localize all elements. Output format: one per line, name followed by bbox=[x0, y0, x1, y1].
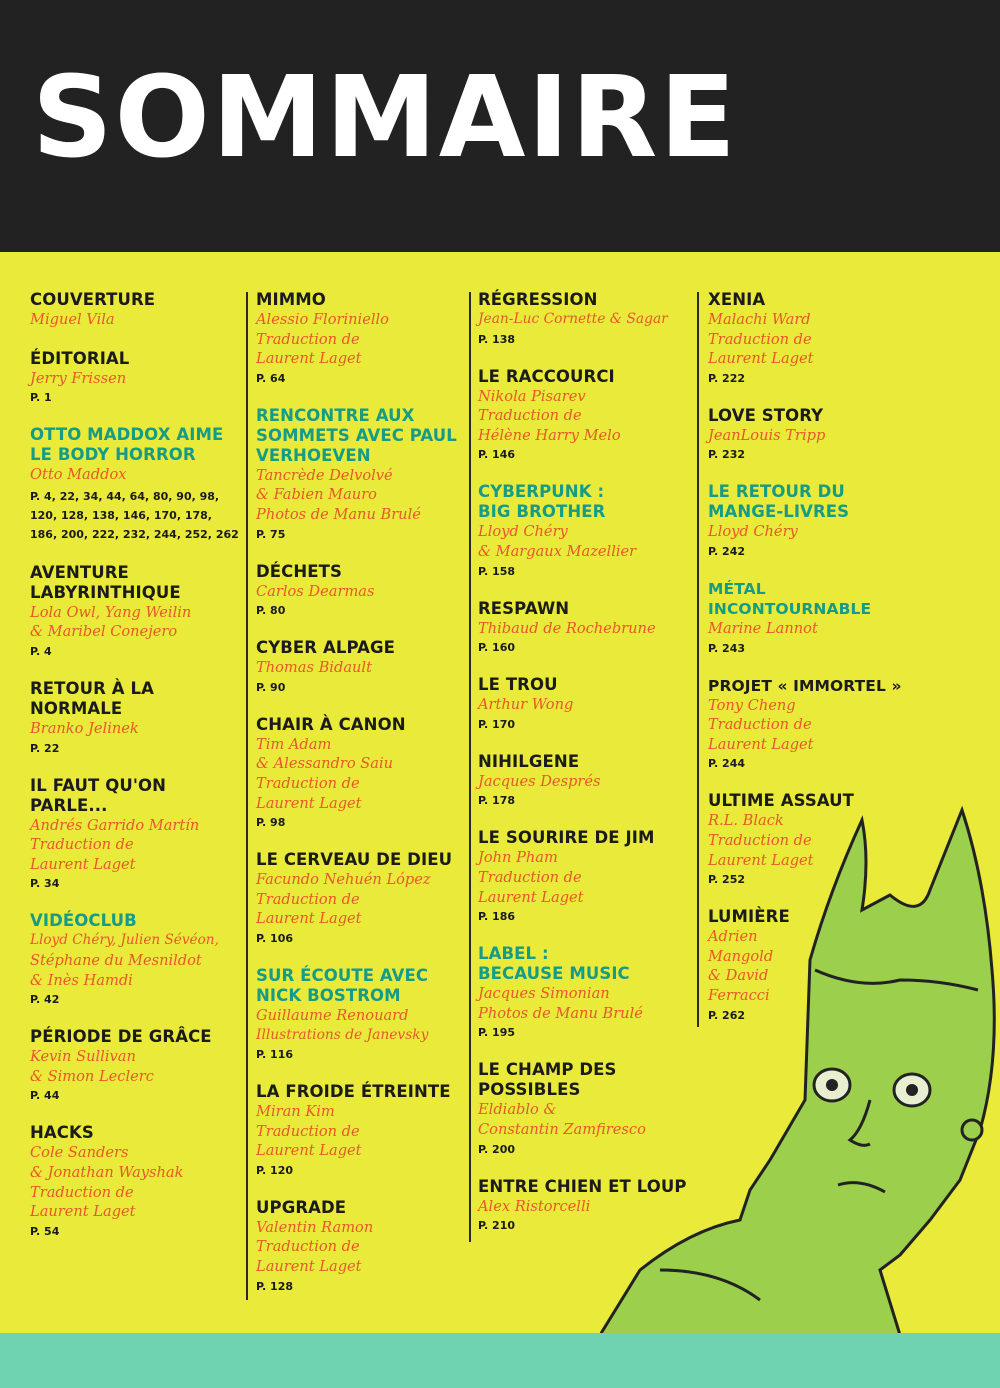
entry-credit: Laurent Laget bbox=[256, 350, 362, 368]
entry-title: LE TROU bbox=[478, 675, 558, 695]
entry-credit: Jean-Luc Cornette & Sagar bbox=[478, 311, 668, 327]
toc-entry[interactable] bbox=[478, 828, 690, 925]
entry-credit: & David bbox=[708, 967, 769, 985]
entry-pages: P. 120 bbox=[256, 1163, 294, 1177]
entry-title: UPGRADE bbox=[256, 1197, 347, 1217]
entry-credit: Illustrations de Janevsky bbox=[256, 1026, 429, 1043]
entry-credit: Laurent Laget bbox=[256, 910, 362, 928]
toc-entry[interactable] bbox=[478, 290, 690, 348]
entry-pages: P. 54 bbox=[30, 1224, 60, 1238]
toc-entry[interactable] bbox=[30, 1027, 242, 1104]
entry-pages: P. 22 bbox=[30, 741, 60, 755]
entry-title: LE CERVEAU DE DIEU bbox=[256, 850, 453, 870]
entry-credit: Traduction de bbox=[708, 716, 812, 734]
toc-entry[interactable] bbox=[256, 850, 462, 947]
entry-credit: Carlos Dearmas bbox=[256, 582, 375, 600]
entry-title: LABEL : BECAUSE MUSIC bbox=[478, 944, 630, 984]
entry-pages: P. 243 bbox=[708, 641, 746, 655]
entry-pages: P. 262 bbox=[708, 1008, 746, 1022]
toc-entry[interactable] bbox=[478, 675, 690, 733]
entry-pages: P. 98 bbox=[256, 816, 286, 830]
entry-pages: P. 75 bbox=[256, 527, 286, 541]
entry-credit: Photos de Manu Brulé bbox=[478, 1004, 643, 1022]
toc-entry[interactable] bbox=[30, 425, 242, 544]
entry-credit: Valentin Ramon bbox=[256, 1218, 374, 1236]
entry-title: MÉTAL INCONTOURNABLE bbox=[708, 579, 872, 618]
entry-credit: Tancrède Delvolvé bbox=[256, 466, 393, 484]
entry-pages: P. 34 bbox=[30, 877, 60, 891]
entry-credit: & Fabien Mauro bbox=[256, 486, 377, 504]
entry-credit: Ferracci bbox=[708, 986, 770, 1004]
entry-credit: Lloyd Chéry bbox=[708, 523, 798, 541]
entry-credit: Traduction de bbox=[256, 890, 360, 908]
entry-credit: Tony Cheng bbox=[708, 696, 796, 714]
entry-credit: Laurent Laget bbox=[478, 888, 584, 906]
entry-credit: Alex Ristorcelli bbox=[478, 1197, 591, 1215]
entry-credit: Branko Jelinek bbox=[30, 719, 139, 737]
entry-pages: P. 232 bbox=[708, 448, 746, 462]
entry-credit: & Margaux Mazellier bbox=[478, 542, 637, 560]
toc-entry[interactable] bbox=[478, 367, 690, 464]
entry-pages: P. 242 bbox=[708, 544, 746, 558]
toc-entry[interactable] bbox=[30, 290, 242, 330]
entry-title: COUVERTURE bbox=[30, 290, 156, 309]
entry-title: LOVE STORY bbox=[708, 405, 824, 425]
entry-credit: Photos de Manu Brulé bbox=[256, 505, 421, 523]
entry-credit: Traduction de bbox=[256, 1238, 360, 1256]
title-band bbox=[0, 0, 1000, 252]
toc-entry[interactable] bbox=[708, 676, 902, 773]
footer-band bbox=[0, 1333, 1000, 1388]
entry-title: CYBERPUNK : BIG BROTHER bbox=[478, 482, 606, 522]
entry-credit: R.L. Black bbox=[708, 812, 784, 830]
entry-credit: Jacques Després bbox=[478, 772, 601, 790]
toc-entry[interactable] bbox=[478, 752, 690, 810]
entry-pages: P. 128 bbox=[256, 1279, 294, 1293]
toc-entry[interactable] bbox=[256, 1198, 462, 1295]
entry-credit: Lloyd Chéry, Julien Sévéon, bbox=[30, 932, 219, 949]
toc-entry[interactable] bbox=[478, 944, 690, 1041]
entry-title: PROJET « IMMORTEL » bbox=[708, 676, 902, 695]
entry-title: LA FROIDE ÉTREINTE bbox=[256, 1082, 451, 1102]
entry-pages: P. 160 bbox=[478, 641, 516, 655]
toc-entry[interactable] bbox=[256, 1082, 462, 1179]
toc-entry[interactable] bbox=[708, 579, 888, 657]
entry-title: LE CHAMP DES POSSIBLES bbox=[478, 1060, 617, 1100]
entry-credit: Marine Lannot bbox=[708, 619, 818, 637]
entry-title: HACKS bbox=[30, 1123, 94, 1143]
entry-pages: P. 44 bbox=[30, 1089, 60, 1103]
entry-credit: & Simon Leclerc bbox=[30, 1067, 154, 1085]
entry-credit: Traduction de bbox=[256, 1122, 360, 1140]
toc-entry[interactable] bbox=[30, 776, 242, 893]
toc-entry[interactable] bbox=[478, 1177, 690, 1235]
toc-entry[interactable] bbox=[256, 638, 462, 696]
entry-title: RÉGRESSION bbox=[478, 290, 598, 309]
entry-title: LE RACCOURCI bbox=[478, 366, 615, 386]
entry-credit: Traduction de bbox=[478, 868, 582, 886]
toc-entry[interactable] bbox=[30, 679, 242, 757]
entry-credit: Laurent Laget bbox=[30, 1203, 136, 1221]
entry-credit: Lloyd Chéry bbox=[478, 523, 568, 541]
entry-pages: P. 195 bbox=[478, 1026, 516, 1040]
entry-title: LE SOURIRE DE JIM bbox=[478, 828, 655, 848]
entry-credit: Laurent Laget bbox=[256, 1258, 362, 1276]
entry-title: DÉCHETS bbox=[256, 561, 342, 581]
entry-credit: Jacques Simonian bbox=[478, 985, 610, 1003]
entry-title: AVENTURE LABYRINTHIQUE bbox=[30, 562, 181, 602]
entry-pages: P. 4, 22, 34, 44, 64, 80, 90, 98, 120, 128, 138, 146, 170, 178, 186, 200, 222, 232, 244, 252, 262 bbox=[30, 489, 239, 541]
entry-title: NIHILGENE bbox=[478, 751, 580, 771]
entry-pages: P. 200 bbox=[478, 1142, 516, 1156]
entry-title: PÉRIODE DE GRÂCE bbox=[30, 1027, 212, 1047]
entry-title: IL FAUT QU'ON PARLE... bbox=[30, 775, 167, 815]
entry-credit: Traduction de bbox=[30, 836, 134, 854]
entry-credit: Arthur Wong bbox=[478, 696, 574, 714]
entry-credit: Miran Kim bbox=[256, 1103, 335, 1121]
toc-entry[interactable] bbox=[708, 482, 888, 560]
entry-pages: P. 186 bbox=[478, 910, 516, 924]
entry-pages: P. 252 bbox=[708, 873, 746, 887]
toc-column-2 bbox=[256, 290, 462, 1314]
entry-credit: Alessio Floriniello bbox=[256, 311, 389, 328]
entry-credit: Traduction de bbox=[256, 774, 360, 792]
entry-pages: P. 138 bbox=[478, 332, 516, 346]
toc-entry[interactable] bbox=[256, 290, 462, 387]
entry-credit: Laurent Laget bbox=[30, 855, 136, 873]
entry-credit: Thibaud de Rochebrune bbox=[478, 619, 656, 637]
entry-title: MIMMO bbox=[256, 290, 326, 309]
entry-pages: P. 64 bbox=[256, 371, 286, 385]
entry-title: RENCONTRE AUX SOMMETS AVEC PAUL VERHOEVEN bbox=[256, 405, 457, 465]
entry-credit: Thomas Bidault bbox=[256, 659, 372, 677]
entry-pages: P. 80 bbox=[256, 604, 286, 618]
toc-entry[interactable] bbox=[478, 482, 690, 579]
entry-credit: Tim Adam bbox=[256, 735, 332, 753]
entry-credit: Traduction de bbox=[30, 1183, 134, 1201]
toc-entry[interactable] bbox=[708, 907, 888, 1023]
entry-credit: & Maribel Conejero bbox=[30, 623, 178, 641]
entry-credit: JeanLouis Tripp bbox=[708, 426, 826, 444]
toc-entry[interactable] bbox=[256, 715, 462, 831]
entry-credit: Constantin Zamfiresco bbox=[478, 1120, 646, 1138]
entry-title: VIDÉOCLUB bbox=[30, 911, 137, 931]
entry-credit: Traduction de bbox=[708, 330, 812, 348]
entry-credit: Facundo Nehuén López bbox=[256, 871, 431, 889]
entry-credit: Lola Owl, Yang Weilin bbox=[30, 603, 192, 621]
entry-pages: P. 90 bbox=[256, 680, 286, 694]
toc-column-4 bbox=[708, 290, 902, 1043]
toc-entry[interactable] bbox=[478, 599, 690, 657]
entry-credit: John Pham bbox=[478, 849, 558, 867]
entry-title: OTTO MADDOX AIME LE BODY HORROR bbox=[30, 425, 224, 465]
entry-credit: & Jonathan Wayshak bbox=[30, 1163, 184, 1181]
toc-entry[interactable] bbox=[478, 1060, 690, 1157]
toc-column-3 bbox=[478, 290, 690, 1253]
entry-credit: Miguel Vila bbox=[30, 311, 115, 328]
entry-pages: P. 158 bbox=[478, 564, 516, 578]
entry-credit: Traduction de bbox=[478, 407, 582, 425]
entry-credit: Cole Sanders bbox=[30, 1144, 129, 1162]
toc-entry[interactable] bbox=[30, 1123, 242, 1239]
entry-title: CHAIR À CANON bbox=[256, 714, 406, 734]
toc-entry[interactable] bbox=[708, 290, 888, 387]
entry-credit: Mangold bbox=[708, 947, 774, 965]
entry-credit: Stéphane du Mesnildot bbox=[30, 951, 202, 969]
entry-credit: Laurent Laget bbox=[708, 350, 814, 368]
entry-title: CYBER ALPAGE bbox=[256, 638, 396, 658]
entry-pages: P. 178 bbox=[478, 794, 516, 808]
entry-pages: P. 146 bbox=[478, 448, 516, 462]
toc-column-1 bbox=[30, 290, 242, 1259]
entry-credit: Eldiablo & bbox=[478, 1101, 557, 1119]
toc-entry[interactable] bbox=[256, 406, 462, 543]
entry-pages: P. 170 bbox=[478, 717, 516, 731]
entry-pages: P. 116 bbox=[256, 1048, 294, 1062]
entry-credit: Laurent Laget bbox=[708, 735, 814, 753]
toc-entry[interactable] bbox=[708, 406, 888, 464]
toc-entry[interactable] bbox=[256, 966, 462, 1063]
column-divider bbox=[246, 292, 248, 1300]
entry-title: XENIA bbox=[708, 290, 766, 309]
column-divider bbox=[469, 292, 471, 1242]
entry-credit: Hélène Harry Melo bbox=[478, 426, 621, 444]
entry-credit: Traduction de bbox=[708, 831, 812, 849]
entry-credit: Adrien bbox=[708, 928, 758, 946]
entry-credit: Kevin Sullivan bbox=[30, 1048, 136, 1066]
entry-credit: & Alessandro Saiu bbox=[256, 755, 394, 773]
entry-credit: Laurent Laget bbox=[256, 794, 362, 812]
entry-pages: P. 222 bbox=[708, 371, 746, 385]
toc-entry[interactable] bbox=[708, 791, 888, 888]
entry-pages: P. 210 bbox=[478, 1219, 516, 1233]
entry-credit: Nikola Pisarev bbox=[478, 387, 586, 405]
entry-pages: P. 1 bbox=[30, 391, 52, 405]
toc-entry[interactable] bbox=[30, 911, 242, 1008]
entry-credit: Guillaume Renouard bbox=[256, 1006, 409, 1024]
toc-entry[interactable] bbox=[30, 563, 242, 660]
entry-title: ENTRE CHIEN ET LOUP bbox=[478, 1176, 687, 1196]
entry-credit: Laurent Laget bbox=[256, 1142, 362, 1160]
toc-entry[interactable] bbox=[256, 562, 462, 620]
toc-entry[interactable] bbox=[30, 349, 242, 407]
entry-title: ÉDITORIAL bbox=[30, 348, 130, 368]
entry-pages: P. 106 bbox=[256, 931, 294, 945]
entry-credit: Jerry Frissen bbox=[30, 369, 127, 387]
page-title: SOMMAIRE bbox=[32, 53, 738, 183]
entry-credit: Laurent Laget bbox=[708, 851, 814, 869]
entry-credit: Traduction de bbox=[256, 330, 360, 348]
entry-credit: Otto Maddox bbox=[30, 466, 127, 484]
entry-title: RETOUR À LA NORMALE bbox=[30, 678, 155, 718]
entry-title: SUR ÉCOUTE AVEC NICK BOSTROM bbox=[256, 965, 429, 1005]
entry-title: ULTIME ASSAUT bbox=[708, 791, 855, 811]
entry-credit: & Inès Hamdi bbox=[30, 971, 133, 989]
entry-title: RESPAWN bbox=[478, 598, 570, 618]
entry-title: LUMIÈRE bbox=[708, 907, 790, 927]
entry-title: LE RETOUR DU MANGE-LIVRES bbox=[708, 482, 850, 522]
entry-pages: P. 4 bbox=[30, 644, 52, 658]
entry-credit: Malachi Ward bbox=[708, 311, 811, 328]
entry-pages: P. 42 bbox=[30, 993, 60, 1007]
entry-credit: Andrés Garrido Martín bbox=[30, 816, 200, 834]
entry-pages: P. 244 bbox=[708, 757, 746, 771]
